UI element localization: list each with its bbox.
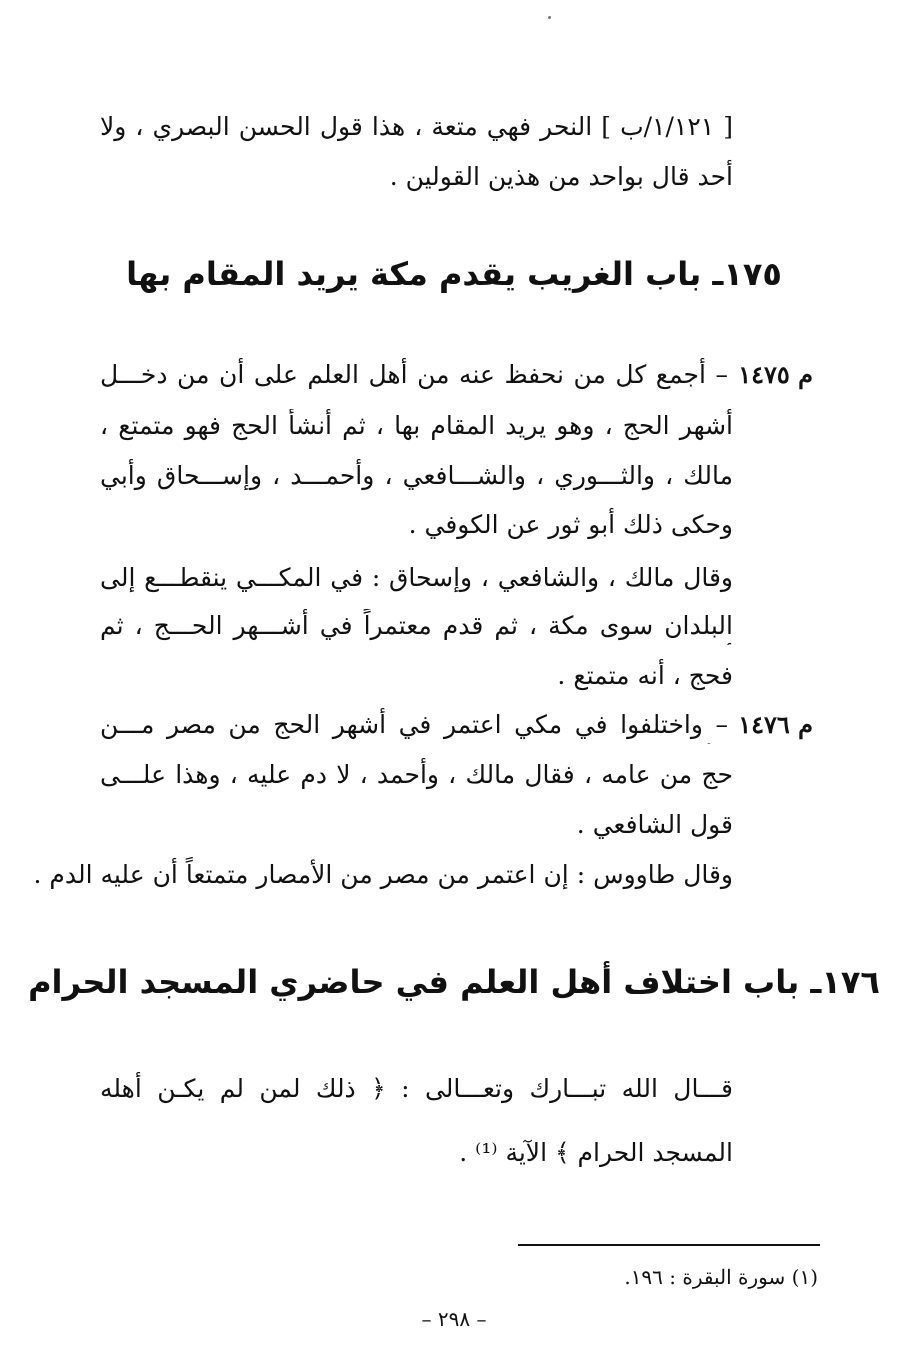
- hadith-number-1475: م ١٤٧٥: [738, 360, 813, 389]
- hadith-1475-line-5: وقال مالك ، والشافعي ، وإسحاق : في المكـــي ينقطـــع إلى: [100, 563, 733, 592]
- hadith-1475-line-4: وحكى ذلك أبو ثور عن الكوفي .: [408, 510, 733, 539]
- hadith-1475-line-1: – أجمع كل من نحفظ عنه من أهل العلم على أن من دخـــل: [100, 360, 728, 389]
- hadith-number-1476: م ١٤٧٦: [738, 710, 813, 739]
- page-number: – ٢٩٨ –: [421, 1307, 487, 1331]
- hadith-1476-line-4: وقال طاووس : إن اعتمر من مصر من الأمصار متمتعاً أن عليه الدم .: [33, 860, 733, 889]
- footnote-1: (١) سورة البقرة : ١٩٦.: [624, 1265, 818, 1289]
- hadith-1476-line-3: قول الشافعي .: [576, 810, 733, 839]
- hadith-1475-line-3: مالك ، والثـــوري ، والشـــافعي ، وأحمـــد ، وإســـحاق وأبي: [100, 461, 733, 490]
- hadith-1475-line-2: أشهر الحج ، وهو يريد المقام بها ، ثم أنشأ الحج فهو متمتع ،: [100, 411, 733, 440]
- chapter-heading-176: ١٧٦ـ باب اختلاف أهل العلم في حاضري المسجد الحرام: [28, 963, 880, 1001]
- intro-line-1: [ ١/١٢١/ب ] النحر فهي متعة ، هذا قول الحسن البصري ، ولا: [100, 112, 733, 141]
- hadith-1476-line-1: – واختلفوا في مكي اعتمر في أشهر الحج من مصر مـــن: [100, 710, 728, 739]
- chapter-heading-175: ١٧٥ـ باب الغريب يقدم مكة يريد المقام بها: [126, 255, 782, 293]
- quran-line-1: قـــال الله تبـــارك وتعـــالى : ﴿ ذلك لمن لم يكـن أهله: [100, 1074, 733, 1103]
- hadith-1475-line-7: فحج ، أنه متمتع .: [557, 661, 733, 690]
- hadith-1476-line-2: حج من عامه ، فقال مالك ، وأحمد ، لا دم عليه ، وهذا علـــى: [100, 760, 733, 789]
- scan-speck: [548, 16, 551, 19]
- hadith-1475-line-6: البلدان سوى مكة ، ثم قدم معتمراً في أشـــهر الحـــج ، ثم: [100, 611, 733, 640]
- footnote-separator: [518, 1244, 820, 1246]
- quran-line-2: المسجد الحرام ﴾ الآية ⁽¹⁾ .: [459, 1138, 733, 1167]
- intro-line-2: أحد قال بواحد من هذين القولين .: [389, 162, 733, 191]
